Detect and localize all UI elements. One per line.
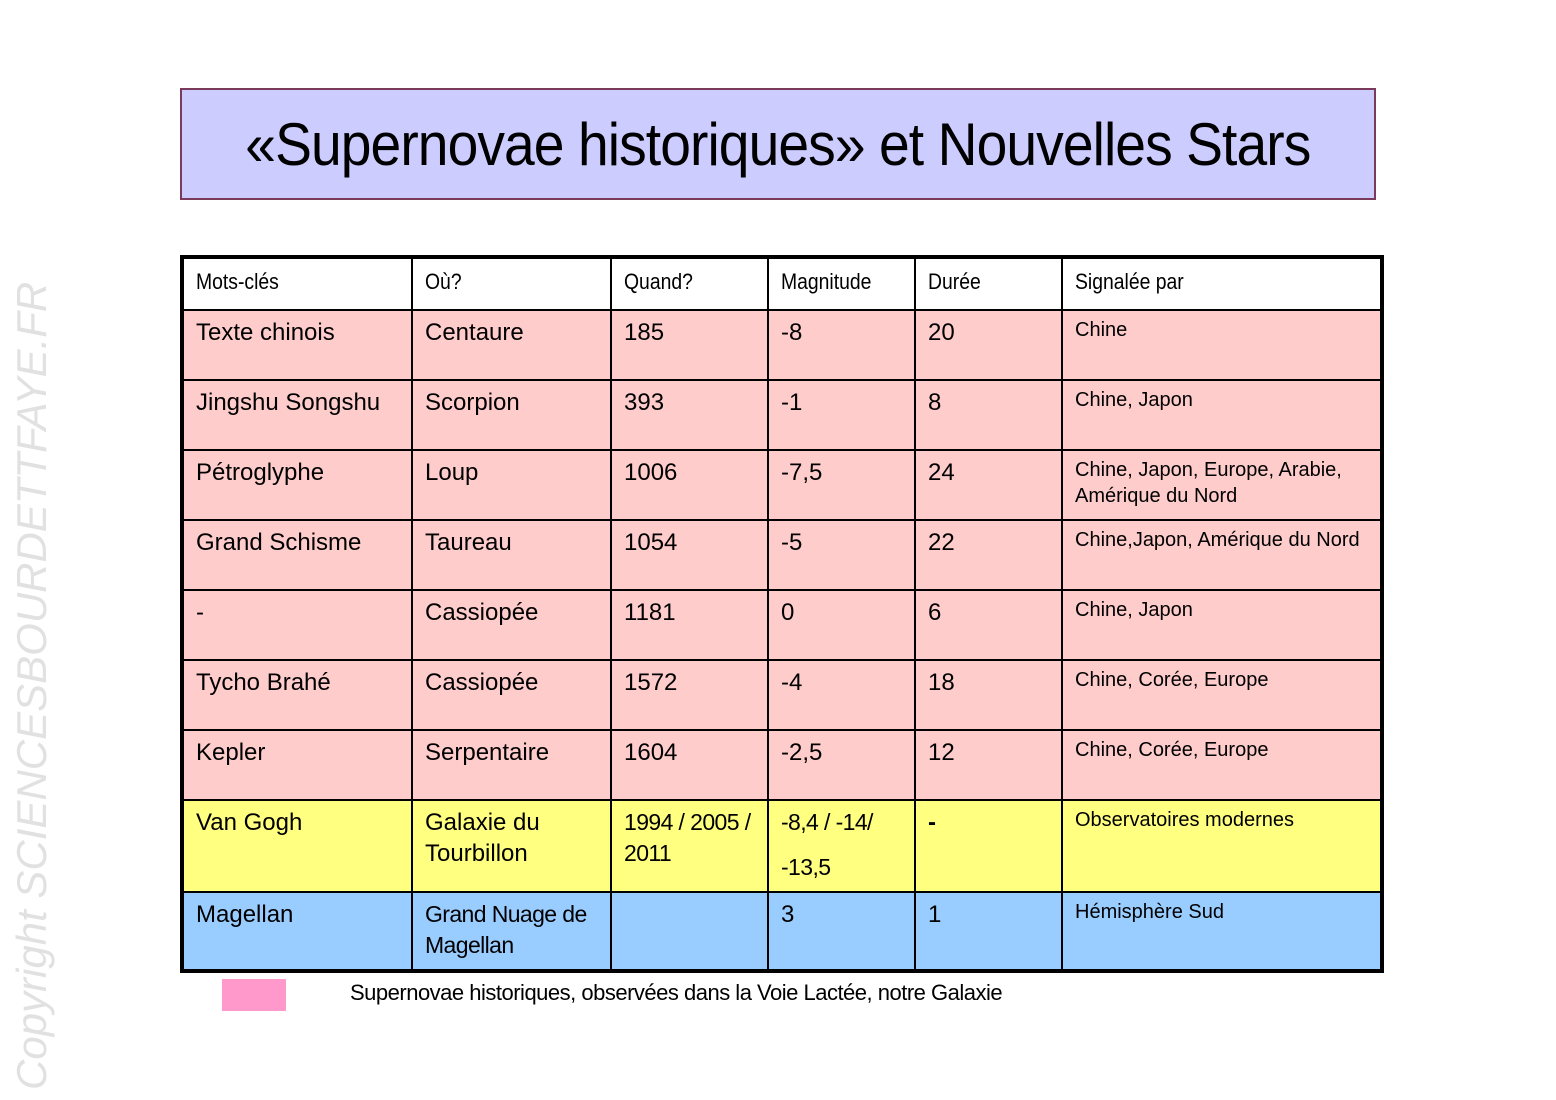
cell-when: [611, 800, 768, 892]
header-where: Où?: [412, 257, 611, 310]
cell-magnitude: -8: [768, 310, 915, 380]
header-when: Quand?: [611, 257, 768, 310]
cell-where: Cassiopée: [412, 590, 611, 660]
supernovae-table: [180, 255, 1384, 973]
cell-duration: 1: [915, 892, 1062, 971]
cell-duration: 20: [915, 310, 1062, 380]
magnitude-line2: -13,5: [781, 854, 831, 880]
cell-magnitude: 3: [768, 892, 915, 971]
cell-where: Centaure: [412, 310, 611, 380]
page-title: «Supernovae historiques» et Nouvelles Stars: [245, 110, 1311, 178]
legend-swatch: [222, 979, 286, 1011]
cell-keyword: Texte chinois: [182, 310, 412, 380]
cell-keyword: Magellan: [182, 892, 412, 971]
cell-magnitude: -5: [768, 520, 915, 590]
cell-when: [611, 892, 768, 971]
cell-reported-by: Chine, Japon: [1062, 590, 1382, 660]
table-row: [182, 520, 1382, 590]
cell-keyword: Kepler: [182, 730, 412, 800]
cell-duration: 6: [915, 590, 1062, 660]
where-text: Grand Nuage de Magellan: [425, 901, 587, 958]
cell-when: 1181: [611, 590, 768, 660]
table-row: [182, 590, 1382, 660]
cell-magnitude: 0: [768, 590, 915, 660]
table-row: [182, 892, 1382, 971]
cell-duration: 24: [915, 450, 1062, 520]
cell-when: 1572: [611, 660, 768, 730]
header-keywords: Mots-clés: [182, 257, 412, 310]
cell-where: Scorpion: [412, 380, 611, 450]
cell-duration: 8: [915, 380, 1062, 450]
cell-magnitude: -2,5: [768, 730, 915, 800]
header-reported-by: Signalée par: [1062, 257, 1382, 310]
cell-magnitude: -7,5: [768, 450, 915, 520]
cell-when: 1006: [611, 450, 768, 520]
cell-duration: 18: [915, 660, 1062, 730]
cell-reported-by: Chine, Japon: [1062, 380, 1382, 450]
cell-when: 1604: [611, 730, 768, 800]
cell-keyword: Tycho Brahé: [182, 660, 412, 730]
header-magnitude: Magnitude: [768, 257, 915, 310]
cell-where: Loup: [412, 450, 611, 520]
table-row: [182, 310, 1382, 380]
table-header-row: [182, 257, 1382, 310]
table-row: [182, 380, 1382, 450]
cell-keyword: Van Gogh: [182, 800, 412, 892]
magnitude-line1: -8,4 / -14/: [781, 809, 873, 835]
table-row: [182, 800, 1382, 892]
header-duration: Durée: [915, 257, 1062, 310]
cell-when: 185: [611, 310, 768, 380]
title-box: [180, 88, 1376, 200]
cell-reported-by: Hémisphère Sud: [1062, 892, 1382, 971]
table-row: [182, 660, 1382, 730]
cell-keyword: Jingshu Songshu: [182, 380, 412, 450]
cell-when: 1054: [611, 520, 768, 590]
cell-where: Galaxie du Tourbillon: [412, 800, 611, 892]
cell-reported-by: Chine, Japon, Europe, Arabie, Amérique du Nord: [1062, 450, 1382, 520]
cell-duration: -: [915, 800, 1062, 892]
cell-where: [412, 892, 611, 971]
when-text: 1994 / 2005 / 2011: [624, 809, 751, 866]
cell-magnitude: -1: [768, 380, 915, 450]
cell-where: Serpentaire: [412, 730, 611, 800]
table-row: [182, 730, 1382, 800]
cell-reported-by: Chine, Corée, Europe: [1062, 730, 1382, 800]
cell-keyword: Grand Schisme: [182, 520, 412, 590]
cell-duration: 12: [915, 730, 1062, 800]
cell-where: Cassiopée: [412, 660, 611, 730]
cell-reported-by: Chine,Japon, Amérique du Nord: [1062, 520, 1382, 590]
cell-keyword: -: [182, 590, 412, 660]
copyright-watermark: Copyright SCIENCESBOURDETTFAYE.FR: [8, 281, 55, 1090]
cell-where: Taureau: [412, 520, 611, 590]
cell-reported-by: Observatoires modernes: [1062, 800, 1382, 892]
cell-reported-by: Chine: [1062, 310, 1382, 380]
cell-duration: 22: [915, 520, 1062, 590]
table-row: [182, 450, 1382, 520]
cell-reported-by: Chine, Corée, Europe: [1062, 660, 1382, 730]
cell-magnitude: [768, 800, 915, 892]
cell-when: 393: [611, 380, 768, 450]
legend-text: Supernovae historiques, observées dans la Voie Lactée, notre Galaxie: [350, 980, 1003, 1005]
cell-keyword: Pétroglyphe: [182, 450, 412, 520]
cell-magnitude: -4: [768, 660, 915, 730]
